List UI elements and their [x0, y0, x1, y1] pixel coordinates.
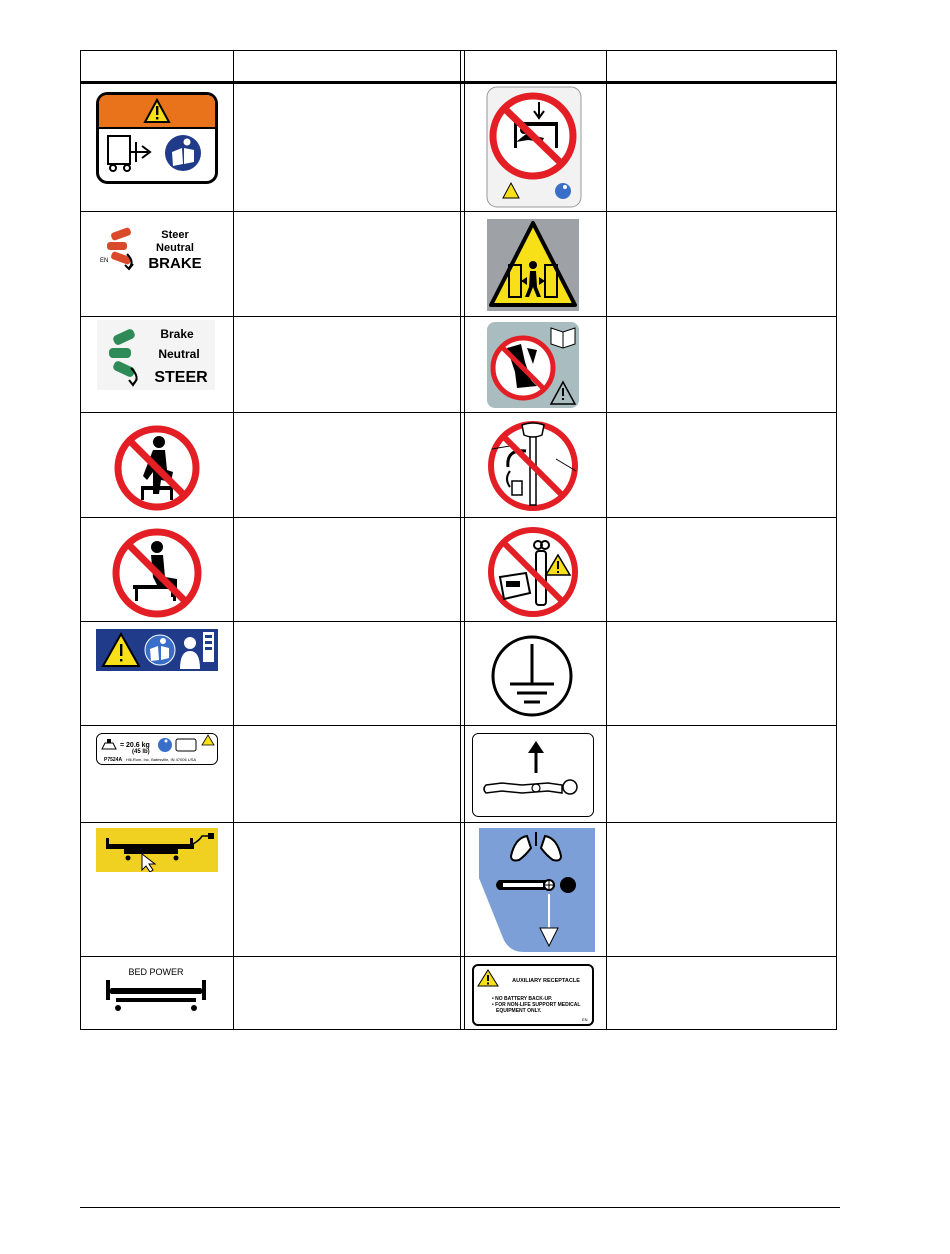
column-divider: [606, 51, 607, 1029]
warning-read-manual-transport-icon: [96, 92, 218, 184]
bed-power-label: BED POWER: [128, 967, 184, 977]
no-foot-under-pedal-icon: [487, 322, 579, 408]
row-divider: [81, 621, 836, 622]
no-stepping-icon: [113, 424, 201, 512]
steer-neutral-brake-pedal-label: [97, 224, 215, 272]
language-code: EN: [100, 258, 109, 264]
pedal-label-line: BRAKE: [148, 255, 202, 272]
protective-earth-ground-icon: [489, 634, 575, 718]
crush-hazard-warning-icon: [487, 219, 579, 311]
bed-power-cord-icon: [96, 828, 218, 872]
patient-head-direction-icon: [472, 733, 594, 817]
aux-line: • NO BATTERY BACK-UP.: [492, 996, 553, 1002]
row-divider: [81, 822, 836, 823]
no-lines-on-iv-pole-icon: [486, 419, 580, 513]
no-equipment-on-bed-icon: [486, 525, 580, 619]
aux-line: • FOR NON-LIFE SUPPORT MEDICAL: [492, 1002, 581, 1008]
column-divider: [460, 51, 461, 1029]
language-code: EN: [582, 1017, 588, 1022]
manufacturer-address: Hill-Rom, Inc. Batesville, IN 47006 USA: [126, 757, 197, 762]
pedal-label-line: Neutral: [156, 242, 194, 254]
cpr-emergency-release-icon: [479, 828, 595, 952]
brake-neutral-steer-pedal-label: [97, 320, 215, 390]
auxiliary-receptacle-label: [472, 964, 594, 1026]
pedal-label-line: Neutral: [158, 347, 200, 361]
pedal-label-line: STEER: [154, 369, 208, 386]
part-number: P7524A: [104, 757, 123, 763]
no-sitting-icon: [111, 527, 203, 619]
pedal-label-line: Steer: [161, 229, 189, 241]
row-divider: [81, 956, 836, 957]
column-divider: [233, 51, 234, 1029]
bed-power-icon: [104, 964, 214, 1016]
column-divider: [464, 51, 465, 1029]
aux-title: AUXILIARY RECEPTACLE: [512, 978, 580, 984]
component-weight-label: [96, 733, 218, 765]
footer-rule: [80, 1207, 840, 1208]
row-divider: [81, 725, 836, 726]
row-divider: [81, 316, 836, 317]
row-divider: [81, 412, 836, 413]
warning-read-manual-nurse-icon: [96, 629, 218, 671]
row-divider: [81, 211, 836, 212]
row-divider: [81, 517, 836, 518]
weight-value: = 20.6 kg: [120, 742, 150, 749]
weight-value-alt: (45 lb): [132, 749, 150, 755]
no-entrapment-under-bed-icon: [486, 86, 582, 208]
aux-line: EQUIPMENT ONLY.: [496, 1008, 542, 1014]
pedal-label-line: Brake: [160, 327, 194, 341]
header-rule: [81, 81, 836, 84]
